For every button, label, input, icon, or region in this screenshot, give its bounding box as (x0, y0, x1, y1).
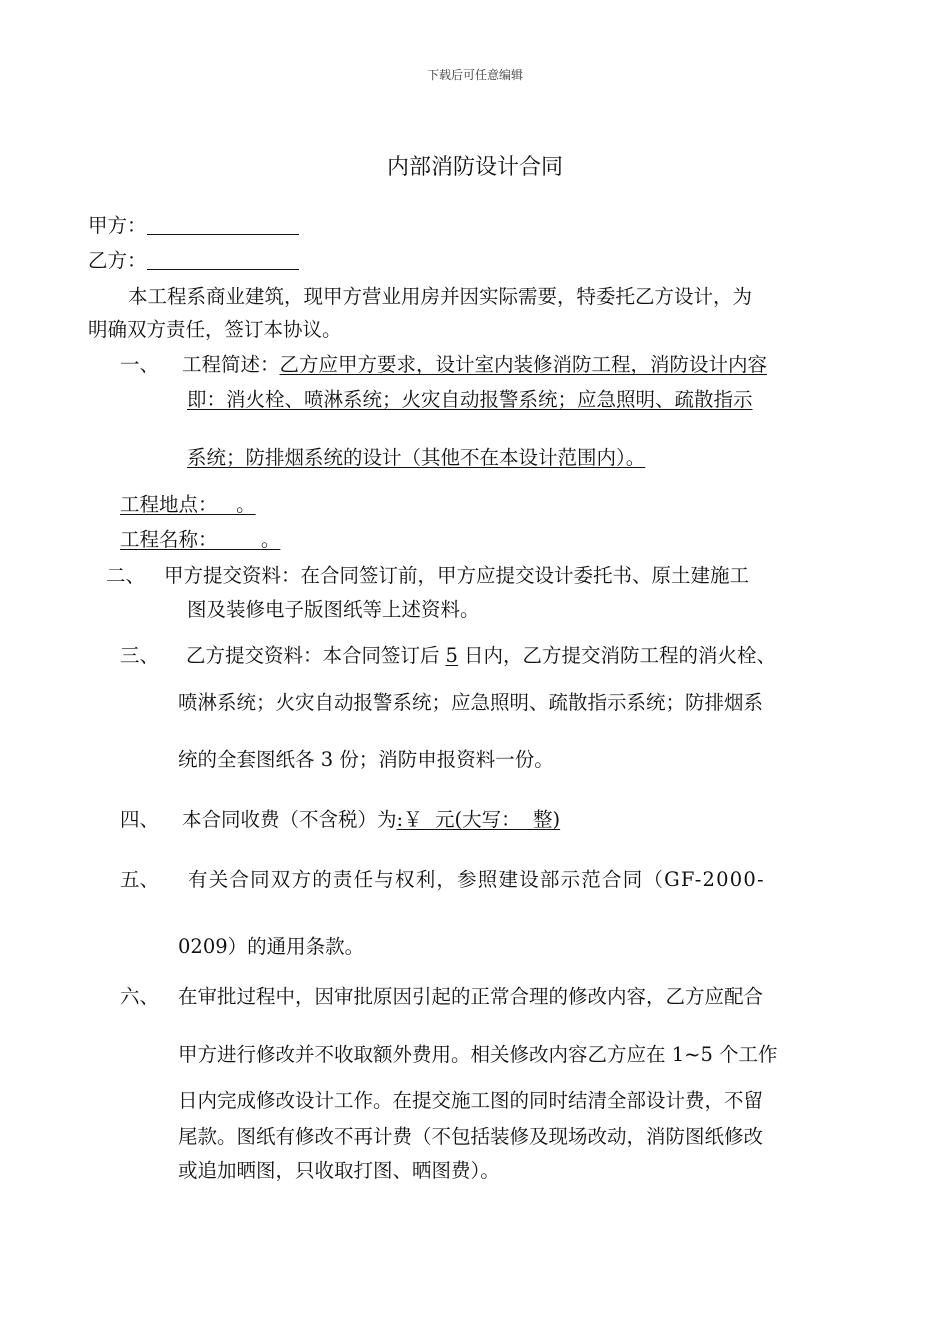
section-6-text-5: 或追加晒图，只收取打图、晒图费）。 (178, 1159, 500, 1182)
section-6-text-1: 在审批过程中，因审批原因引起的正常合理的修改内容，乙方应配合 (178, 985, 764, 1008)
section-6-text-2: 甲方进行修改并不收取额外费用。相关修改内容乙方应在 1~5 个工作 (178, 1043, 778, 1066)
section-5-text-2: 0209）的通用条款。 (178, 935, 365, 958)
section-4-number: 四、 (120, 808, 160, 831)
section-6-text-4: 尾款。图纸有修改不再计费（不包括装修及现场改动，消防图纸修改 (178, 1125, 764, 1148)
section-5-line-1 (120, 868, 765, 892)
party-a-line (88, 214, 299, 238)
page-header: 下载后可任意编辑 (426, 68, 523, 82)
section-3-text-1b: 日内，乙方提交消防工程的消火栓、 (463, 644, 776, 667)
party-b-blank (147, 249, 299, 270)
section-1-number: 一、 (120, 353, 160, 376)
section-3-text-1a: 乙方提交资料：本合同签订后 (186, 644, 440, 667)
section-2-text-1: 甲方提交资料：在合同签订前，甲方应提交设计委托书、原土建施工 (164, 564, 750, 587)
section-4-text: 本合同收费（不含税）为 (182, 808, 397, 831)
party-a-label: 甲方： (88, 214, 147, 237)
section-2-text-2: 图及装修电子版图纸等上述资料。 (187, 598, 480, 621)
section-2-line-1 (106, 564, 749, 588)
project-location: 工程地点： 。 (120, 493, 256, 516)
document-title: 内部消防设计合同 (386, 155, 563, 180)
section-4-line (120, 808, 586, 832)
intro-line-2: 明确双方责任，签订本协议。 (88, 318, 342, 341)
section-3-text-3: 统的全套图纸各 3 份；消防申报资料一份。 (178, 748, 554, 771)
party-b-line (88, 249, 299, 273)
section-5-text-1: 有关合同双方的责任与权利，参照建设部示范合同（GF-2000- (188, 868, 765, 891)
delivery-days: 5 (445, 644, 458, 667)
section-2-number: 二、 (106, 564, 146, 587)
section-1-text-3: 系统；防排烟系统的设计（其他不在本设计范围内）。 (187, 446, 646, 469)
section-1-line-1 (120, 353, 767, 377)
section-1-text-1: 乙方应甲方要求，设计室内装修消防工程，消防设计内容 (279, 353, 768, 376)
section-1-text-2: 即：消火栓、喷淋系统；火灾自动报警系统；应急照明、疏散指示 (187, 388, 753, 411)
project-name: 工程名称： 。 (120, 528, 281, 551)
section-3-number: 三、 (120, 644, 160, 667)
section-1-label: 工程简述： (182, 353, 280, 376)
party-a-blank (147, 214, 299, 235)
section-5-number: 五、 (120, 868, 160, 891)
section-6-line-1 (120, 985, 763, 1009)
intro-line-1: 本工程系商业建筑，现甲方营业用房并因实际需要，特委托乙方设计，为 (128, 285, 753, 308)
section-3-text-2: 喷淋系统；火灾自动报警系统；应急照明、疏散指示系统；防排烟系 (178, 691, 764, 714)
section-3-line-1 (120, 644, 776, 668)
party-b-label: 乙方： (88, 249, 147, 272)
fee-amount: :￥ 元(大写： 整) (396, 808, 561, 831)
section-6-number: 六、 (120, 985, 160, 1008)
section-6-text-3: 日内完成修改设计工作。在提交施工图的同时结清全部设计费，不留 (178, 1089, 764, 1112)
